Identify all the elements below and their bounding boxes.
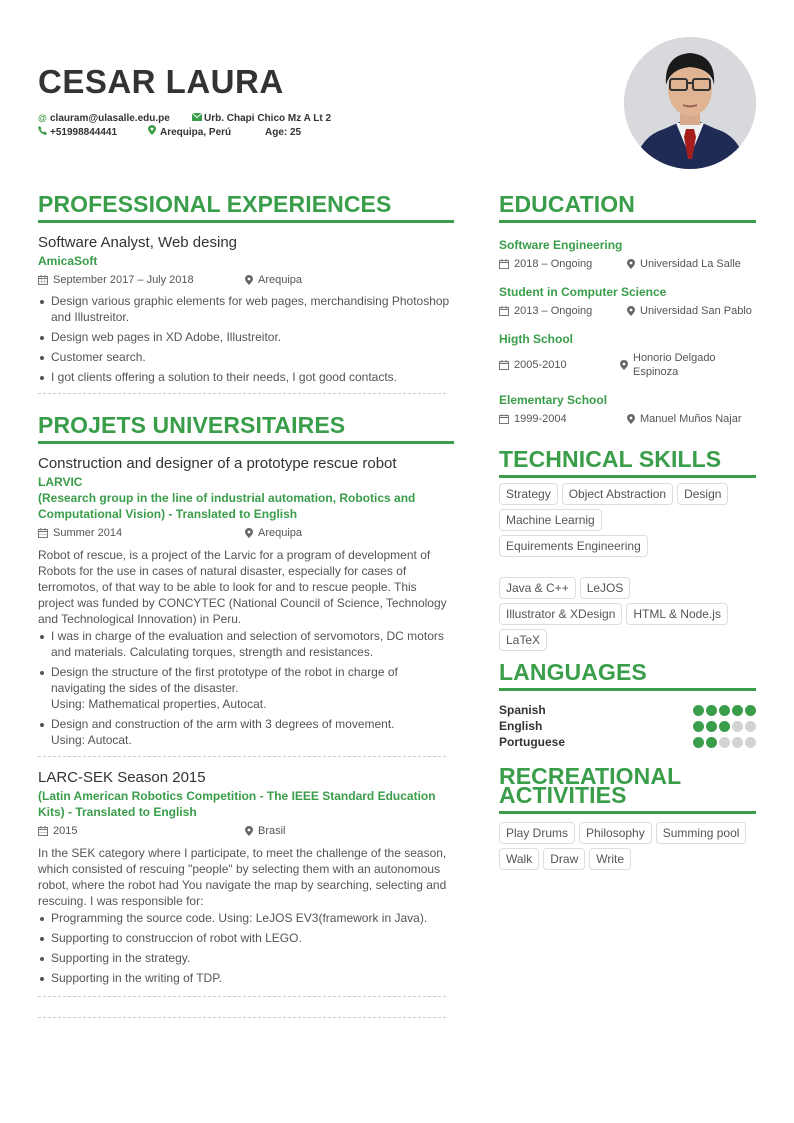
level-dot [706,705,717,716]
map-marker-icon [148,125,160,139]
education-school: Manuel Muños Najar [640,413,742,425]
degree-title: Software Engineering [499,238,623,252]
education-entry [499,392,756,426]
section-title-languages: LANGUAGES [499,659,756,691]
level-dot [745,737,756,748]
level-dot [719,705,730,716]
left-column [38,191,454,1018]
project-description: In the SEK category where I participate, to meet the challenge of the season, which consisted of rescuing "people" by selecting them with an autonomous robot, where the robot had You navigate the map by searching, selecting and rescuing. I was responsible for: [38,846,447,908]
skill-tag: Illustrator & XDesign [499,603,622,625]
skill-tag: Object Abstraction [562,483,673,505]
project-entry [38,768,454,1018]
entry-meta [38,526,454,540]
resume-header [38,64,598,139]
contact-city [148,125,265,139]
language-name: English [499,719,543,733]
activity-tag: Draw [543,848,585,870]
degree-title: Higth School [499,332,573,346]
calendar-icon [499,259,509,269]
level-dot [745,721,756,732]
level-dot [732,705,743,716]
entry-meta [38,824,454,838]
calendar-icon [499,414,509,424]
map-marker-icon [627,306,635,316]
education-date: 2013 – Ongoing [514,305,593,317]
bullet-item: Customer search. [38,349,454,365]
divider [38,756,446,757]
degree-title: Elementary School [499,393,608,407]
language-level-2-of-5 [691,737,756,748]
entry-location: Brasil [258,825,286,837]
project-org-detail: (Latin American Robotics Competition - The IEEE Standard Education Kits) - Translated to English [38,789,436,819]
entry-meta [38,273,454,287]
project-title: Construction and designer of a prototype rescue robot [38,455,397,472]
company-name: AmicaSoft [38,254,98,268]
section-title-skills: TECHNICAL SKILLS [499,446,756,478]
education-entry [499,284,756,318]
level-dot [719,721,730,732]
entry-location: Arequipa [258,527,303,539]
bullet-item: Supporting in the writing of TDP. [38,970,454,986]
map-marker-icon [627,259,635,269]
contact-info [38,112,598,139]
level-dot [745,705,756,716]
skill-tag: Java & C++ [499,577,576,599]
section-title-experience: PROFESSIONAL EXPERIENCES [38,191,454,223]
section-title-activities: RECREATIONAL ACTIVITIES [499,767,756,814]
level-dot [732,737,743,748]
project-bullets [38,910,454,986]
education-entry [499,331,756,379]
profile-photo [624,37,756,169]
map-marker-icon [245,826,253,836]
activity-tag: Walk [499,848,539,870]
level-dot [693,721,704,732]
bullet-item: I got clients offering a solution to their needs, I got good contacts. [38,369,454,385]
person-name: CESAR LAURA [38,63,284,100]
language-level-5-of-5 [691,705,756,716]
level-dot [719,737,730,748]
bullet-item: Supporting in the strategy. [38,950,454,966]
bullet-item: Supporting to construccion of robot with LEGO. [38,930,454,946]
skill-tag: LeJOS [580,577,631,599]
calendar-icon [38,528,48,538]
calendar-icon [499,360,509,370]
age-text: Age: 25 [265,126,302,138]
contact-phone[interactable] [38,126,148,139]
divider [38,1017,446,1018]
degree-title: Student in Computer Science [499,285,667,299]
activities-list [499,822,756,874]
skill-tag: Strategy [499,483,558,505]
language-name: Spanish [499,703,546,717]
bullet-item: Design various graphic elements for web pages, merchandising Photoshop and Illustreitor. [38,293,454,325]
education-school: Honorio Delgado Espinoza [633,352,716,378]
envelope-icon [192,112,204,125]
level-dot [706,721,717,732]
project-description: Robot of rescue, is a project of the Larvic for a program of development of Robots for the use in cases of natural disaster, especially for cases of terromotos, of that way to be able to look for and to rescue people. This project was funded by CONCYTEC (National Council of Science, Technology and Technological Innovation) in Peru. [38,548,447,626]
map-marker-icon [245,275,253,285]
activity-tag: Play Drums [499,822,575,844]
level-dot [732,721,743,732]
map-marker-icon [620,360,628,370]
level-dot [693,737,704,748]
divider [38,393,446,394]
address-text: Urb. Chapi Chico Mz A Lt 2 [204,113,332,124]
bullet-item: Programming the source code. Using: LeJOS EV3(framework in Java). [38,910,454,926]
level-dot [706,737,717,748]
education-date: 2018 – Ongoing [514,258,593,270]
activity-tag: Philosophy [579,822,652,844]
skills-group-1 [499,483,756,561]
language-row [499,718,756,734]
skills-group-2 [499,577,756,655]
education-date: 1999-2004 [514,413,567,425]
entry-date: 2015 [53,825,78,837]
experience-entry [38,233,454,394]
bullet-item: Design and construction of the arm with 3 degrees of movement. Using: Autocat. [38,716,454,748]
map-marker-icon [245,528,253,538]
activity-tag: Write [589,848,631,870]
contact-address [192,112,392,125]
project-org-detail: (Research group in the line of industrial automation, Robotics and Computational Vision) - Translated to English [38,491,416,521]
phone-text: +51998844441 [50,126,118,138]
calendar-icon [38,826,48,836]
education-entry [499,237,756,271]
job-title: Software Analyst, Web desing [38,234,237,251]
calendar-icon [499,306,509,316]
bullet-item: I was in charge of the evaluation and selection of servomotors, DC motors and materials. Calculating torques, strength and resistances. [38,628,454,660]
project-org: LARVIC [38,475,83,489]
calendar-icon [38,275,48,285]
project-title: LARC-SEK Season 2015 [38,769,206,786]
entry-date: September 2017 – July 2018 [53,274,194,286]
bullet-item: Design the structure of the first prototype of the robot in charge of navigating the sides of the disaster. Using: Mathematical properties, Autocat. [38,664,454,712]
entry-date: Summer 2014 [53,527,123,539]
at-icon: @ [38,113,47,123]
city-text: Arequipa, Perú [160,126,232,138]
map-marker-icon [627,414,635,424]
project-bullets [38,628,454,748]
education-date: 2005-2010 [514,359,567,371]
bullet-item: Design web pages in XD Adobe, Illustreitor. [38,329,454,345]
language-row [499,734,756,750]
divider [38,996,446,997]
entry-location: Arequipa [258,274,303,286]
contact-email[interactable] [38,112,192,125]
skill-tag: HTML & Node.js [626,603,728,625]
language-name: Portuguese [499,735,566,749]
skill-tag: LaTeX [499,629,547,651]
phone-icon [38,126,50,139]
section-title-projects: PROJETS UNIVERSITAIRES [38,412,454,444]
section-title-education: EDUCATION [499,191,756,223]
skill-tag: Equirements Engineering [499,535,648,557]
level-dot [693,705,704,716]
right-column [499,191,756,874]
language-row [499,702,756,718]
email-text: clauram@ulasalle.edu.pe [50,113,170,124]
contact-age [265,126,301,139]
skill-tag: Design [677,483,728,505]
language-level-3-of-5 [691,721,756,732]
languages-list [499,702,756,750]
education-list [499,237,756,426]
education-school: Universidad La Salle [640,258,741,270]
skill-tag: Machine Learnig [499,509,602,531]
experience-bullets [38,293,454,385]
education-school: Universidad San Pablo [640,305,752,317]
project-entry [38,454,454,757]
activity-tag: Summing pool [656,822,747,844]
